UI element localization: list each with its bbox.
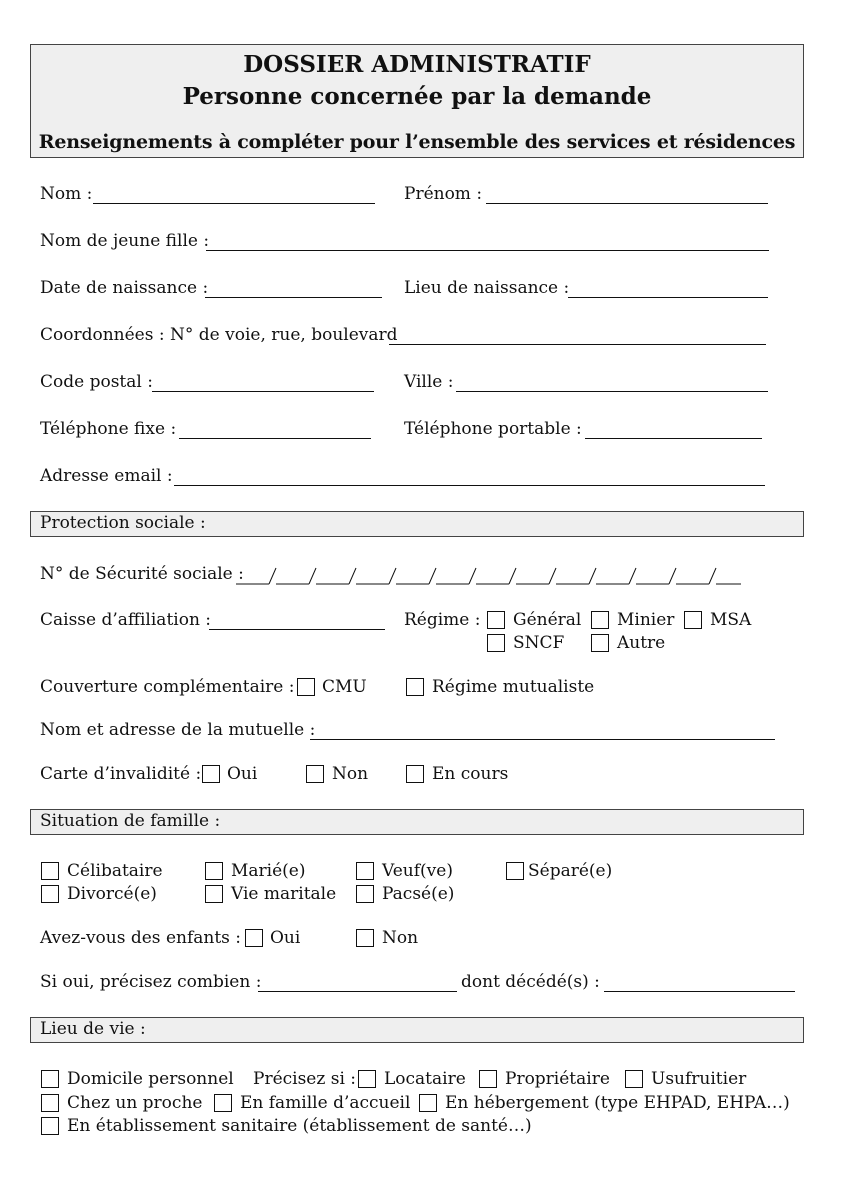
carte-invalidite-label: Carte d’invalidité : [40,764,202,784]
vie-maritale-label: Vie maritale [231,884,337,904]
section-protection-sociale: Protection sociale : [30,511,804,537]
decedes-label: dont décédé(s) : [461,972,600,992]
enfants-label: Avez-vous des enfants : [40,928,242,948]
form-note: Renseignements à compléter pour l’ensemble des services et résidences [38,131,796,153]
regime-sncf-checkbox[interactable] [487,634,505,652]
regime-mutualiste-checkbox[interactable] [406,678,424,696]
enfants-non-checkbox[interactable] [356,929,374,947]
proprietaire-label: Propriétaire [505,1069,610,1089]
regime-minier-label: Minier [617,610,675,630]
prenom-field[interactable] [486,187,768,204]
carte-oui-checkbox[interactable] [202,765,220,783]
nom-field[interactable] [93,187,375,204]
nom-label: Nom : [40,184,93,204]
coordonnees-field[interactable] [389,328,766,345]
pacse-checkbox[interactable] [356,885,374,903]
email-label: Adresse email : [40,466,173,486]
carte-en-cours-label: En cours [432,764,509,784]
famille-accueil-label: En famille d’accueil [240,1093,411,1113]
lieu-naissance-label: Lieu de naissance : [404,278,570,298]
regime-sncf-label: SNCF [513,633,565,653]
usufruitier-checkbox[interactable] [625,1070,643,1088]
precisez-label: Précisez si : [253,1069,357,1089]
veuf-label: Veuf(ve) [382,861,453,881]
divorce-checkbox[interactable] [41,885,59,903]
caisse-field[interactable] [209,613,385,630]
hebergement-label: En hébergement (type EHPAD, EHPA…) [445,1093,790,1113]
marie-checkbox[interactable] [205,862,223,880]
regime-msa-label: MSA [710,610,752,630]
ville-label: Ville : [404,372,454,392]
section-situation-famille: Situation de famille : [30,809,804,835]
regime-general-label: Général [513,610,582,630]
secu-label: N° de Sécurité sociale : [40,564,244,584]
celibataire-label: Célibataire [67,861,163,881]
carte-non-checkbox[interactable] [306,765,324,783]
email-field[interactable] [174,469,765,486]
tel-portable-label: Téléphone portable : [404,419,582,439]
separe-label: Séparé(e) [528,861,613,881]
separe-checkbox[interactable] [506,862,524,880]
enfants-oui-label: Oui [270,928,301,948]
code-postal-label: Code postal : [40,372,153,392]
date-naissance-label: Date de naissance : [40,278,209,298]
divorce-label: Divorcé(e) [67,884,157,904]
locataire-checkbox[interactable] [358,1070,376,1088]
cmu-label: CMU [322,677,367,697]
form-header [30,44,804,158]
mutuelle-field[interactable] [310,723,775,740]
secu-number-field[interactable] [236,564,742,588]
tel-fixe-label: Téléphone fixe : [40,419,177,439]
couverture-label: Couverture complémentaire : [40,677,295,697]
chez-proche-label: Chez un proche [67,1093,203,1113]
regime-general-checkbox[interactable] [487,611,505,629]
domicile-label: Domicile personnel [67,1069,234,1089]
veuf-checkbox[interactable] [356,862,374,880]
regime-minier-checkbox[interactable] [591,611,609,629]
famille-accueil-checkbox[interactable] [214,1094,232,1112]
regime-autre-checkbox[interactable] [591,634,609,652]
section-lieu-de-vie: Lieu de vie : [30,1017,804,1043]
code-postal-field[interactable] [152,375,374,392]
regime-autre-label: Autre [617,633,666,653]
hebergement-checkbox[interactable] [419,1094,437,1112]
pacse-label: Pacsé(e) [382,884,455,904]
caisse-label: Caisse d’affiliation : [40,610,212,630]
combien-label: Si oui, précisez combien : [40,972,262,992]
ville-field[interactable] [456,375,768,392]
cmu-checkbox[interactable] [297,678,315,696]
nom-jeune-fille-label: Nom de jeune fille : [40,231,210,251]
carte-non-label: Non [332,764,369,784]
tel-portable-field[interactable] [585,422,762,439]
enfants-oui-checkbox[interactable] [245,929,263,947]
domicile-checkbox[interactable] [41,1070,59,1088]
form-title: DOSSIER ADMINISTRATIF [243,51,591,78]
marie-label: Marié(e) [231,861,306,881]
etablissement-checkbox[interactable] [41,1117,59,1135]
decedes-field[interactable] [604,975,795,992]
form-subtitle: Personne concernée par la demande [182,83,652,110]
etablissement-label: En établissement sanitaire (établissement de santé…) [67,1116,532,1136]
date-naissance-field[interactable] [205,281,382,298]
carte-oui-label: Oui [227,764,258,784]
regime-mutualiste-label: Régime mutualiste [432,677,595,697]
nom-jeune-fille-field[interactable] [206,234,769,251]
locataire-label: Locataire [384,1069,466,1089]
chez-proche-checkbox[interactable] [41,1094,59,1112]
celibataire-checkbox[interactable] [41,862,59,880]
regime-msa-checkbox[interactable] [684,611,702,629]
regime-label: Régime : [404,610,481,630]
enfants-non-label: Non [382,928,419,948]
proprietaire-checkbox[interactable] [479,1070,497,1088]
mutuelle-label: Nom et adresse de la mutuelle : [40,720,316,740]
carte-en-cours-checkbox[interactable] [406,765,424,783]
combien-field[interactable] [258,975,457,992]
prenom-label: Prénom : [404,184,483,204]
tel-fixe-field[interactable] [179,422,371,439]
usufruitier-label: Usufruitier [651,1069,747,1089]
coordonnees-label: Coordonnées : N° de voie, rue, boulevard [40,325,398,345]
lieu-naissance-field[interactable] [568,281,768,298]
vie-maritale-checkbox[interactable] [205,885,223,903]
